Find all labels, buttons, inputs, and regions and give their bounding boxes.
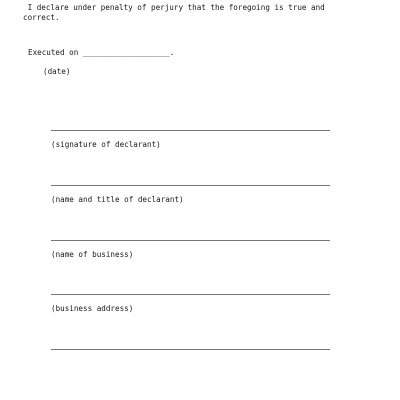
business-address-line <box>51 294 330 295</box>
business-address-label: (business address) <box>51 304 134 313</box>
executed-on-line: Executed on ___________________. <box>28 48 175 57</box>
bottom-rule-line <box>51 349 330 350</box>
name-title-line <box>51 185 330 186</box>
declaration-statement: I declare under penalty of perjury that the foregoing is true and correct. <box>23 3 325 22</box>
business-name-label: (name of business) <box>51 250 134 259</box>
signature-line <box>51 130 330 131</box>
name-title-label: (name and title of declarant) <box>51 195 184 204</box>
business-name-line <box>51 240 330 241</box>
signature-label: (signature of declarant) <box>51 140 161 149</box>
date-label: (date) <box>43 67 71 76</box>
